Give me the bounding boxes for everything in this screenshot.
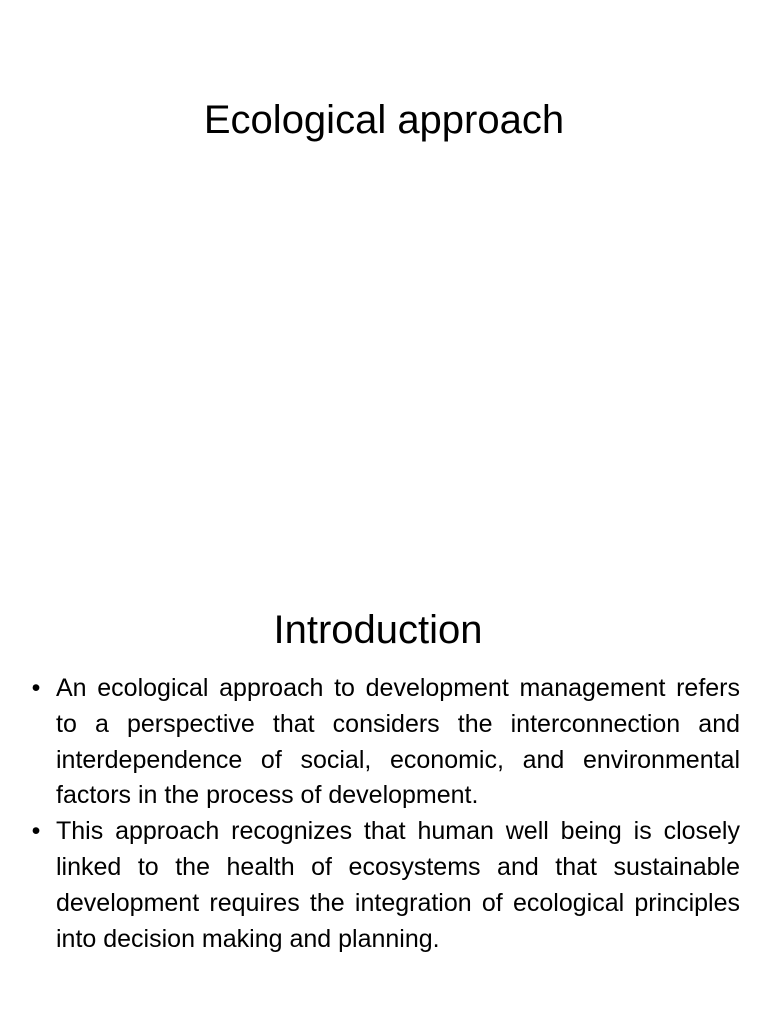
introduction-bullet-list bbox=[31, 671, 740, 957]
slide-title: Ecological approach bbox=[203, 98, 565, 142]
bullet-item bbox=[31, 671, 740, 814]
bullet-text: This approach recognizes that human well being is closely linked to the health of ecosystems and that sustainable development requires the integration of ecological principles into decision making and planning. bbox=[56, 817, 740, 953]
bullet-item bbox=[31, 814, 740, 957]
bullet-text: An ecological approach to development management refers to a perspective that considers the interconnection and interdependence of social, economic, and environmental factors in the process of development. bbox=[56, 674, 740, 810]
section-heading-introduction: Introduction bbox=[273, 608, 483, 652]
bullet-icon: • bbox=[31, 817, 41, 846]
bullet-icon: • bbox=[31, 674, 41, 702]
